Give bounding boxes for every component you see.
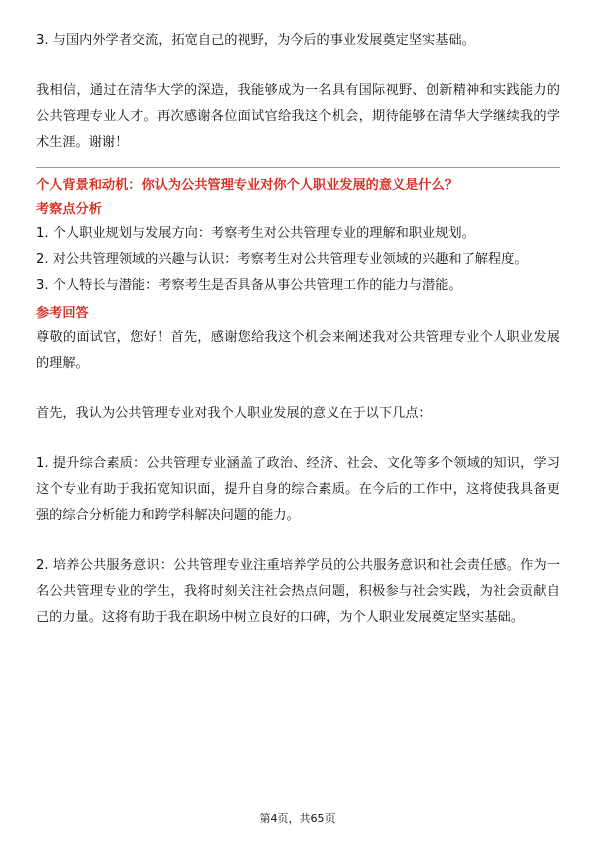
previous-answer-item-3: 3. 与国内外学者交流，拓宽自己的视野，为今后的事业发展奠定坚实基础。 bbox=[36, 33, 475, 48]
paragraph-gap bbox=[36, 377, 560, 401]
paragraph-gap bbox=[36, 529, 560, 553]
page-number: 第4页，共65页 bbox=[259, 812, 336, 825]
paragraph-gap bbox=[36, 54, 560, 78]
section-divider bbox=[36, 167, 560, 168]
analysis-heading: 考察点分析 bbox=[36, 202, 102, 217]
analysis-point-2: 2. 对公共管理领域的兴趣与认识：考察考生对公共管理专业领域的兴趣和了解程度。 bbox=[36, 252, 528, 267]
answer-point-1: 1. 提升综合素质：公共管理专业涵盖了政治、经济、社会、文化等多个领域的知识，学习这个专业有助于我拓宽知识面，提升自身的综合素质。在今后的工作中，这将使我具备更强的综合分析能力和跨学科解决问题的能力。 bbox=[36, 456, 560, 523]
answer-point-2: 2. 培养公共服务意识：公共管理专业注重培养学员的公共服务意识和社会责任感。作为一名公共管理专业的学生，我将时刻关注社会热点问题，积极参与社会实践，为社会贡献自己的力量。这将有助于我在职场中树立良好的口碑，为个人职业发展奠定坚实基础。 bbox=[36, 558, 560, 625]
previous-answer-closing: 我相信，通过在清华大学的深造，我能够成为一名具有国际视野、创新精神和实践能力的公共管理专业人才。再次感谢各位面试官给我这个机会，期待能够在清华大学继续我的学术生涯。谢谢！ bbox=[36, 83, 560, 150]
question-title: 个人背景和动机：你认为公共管理专业对你个人职业发展的意义是什么？ bbox=[36, 178, 458, 193]
page-content bbox=[36, 28, 560, 631]
analysis-point-3: 3. 个人特长与潜能：考察考生是否具备从事公共管理工作的能力与潜能。 bbox=[36, 278, 462, 293]
answer-intro: 首先，我认为公共管理专业对我个人职业发展的意义在于以下几点： bbox=[36, 406, 432, 421]
paragraph-gap bbox=[36, 427, 560, 451]
answer-heading: 参考回答 bbox=[36, 306, 89, 321]
answer-greeting: 尊敬的面试官，您好！首先，感谢您给我这个机会来阐述我对公共管理专业个人职业发展的理解。 bbox=[36, 330, 560, 371]
analysis-point-1: 1. 个人职业规划与发展方向：考察考生对公共管理专业的理解和职业规划。 bbox=[36, 226, 475, 241]
